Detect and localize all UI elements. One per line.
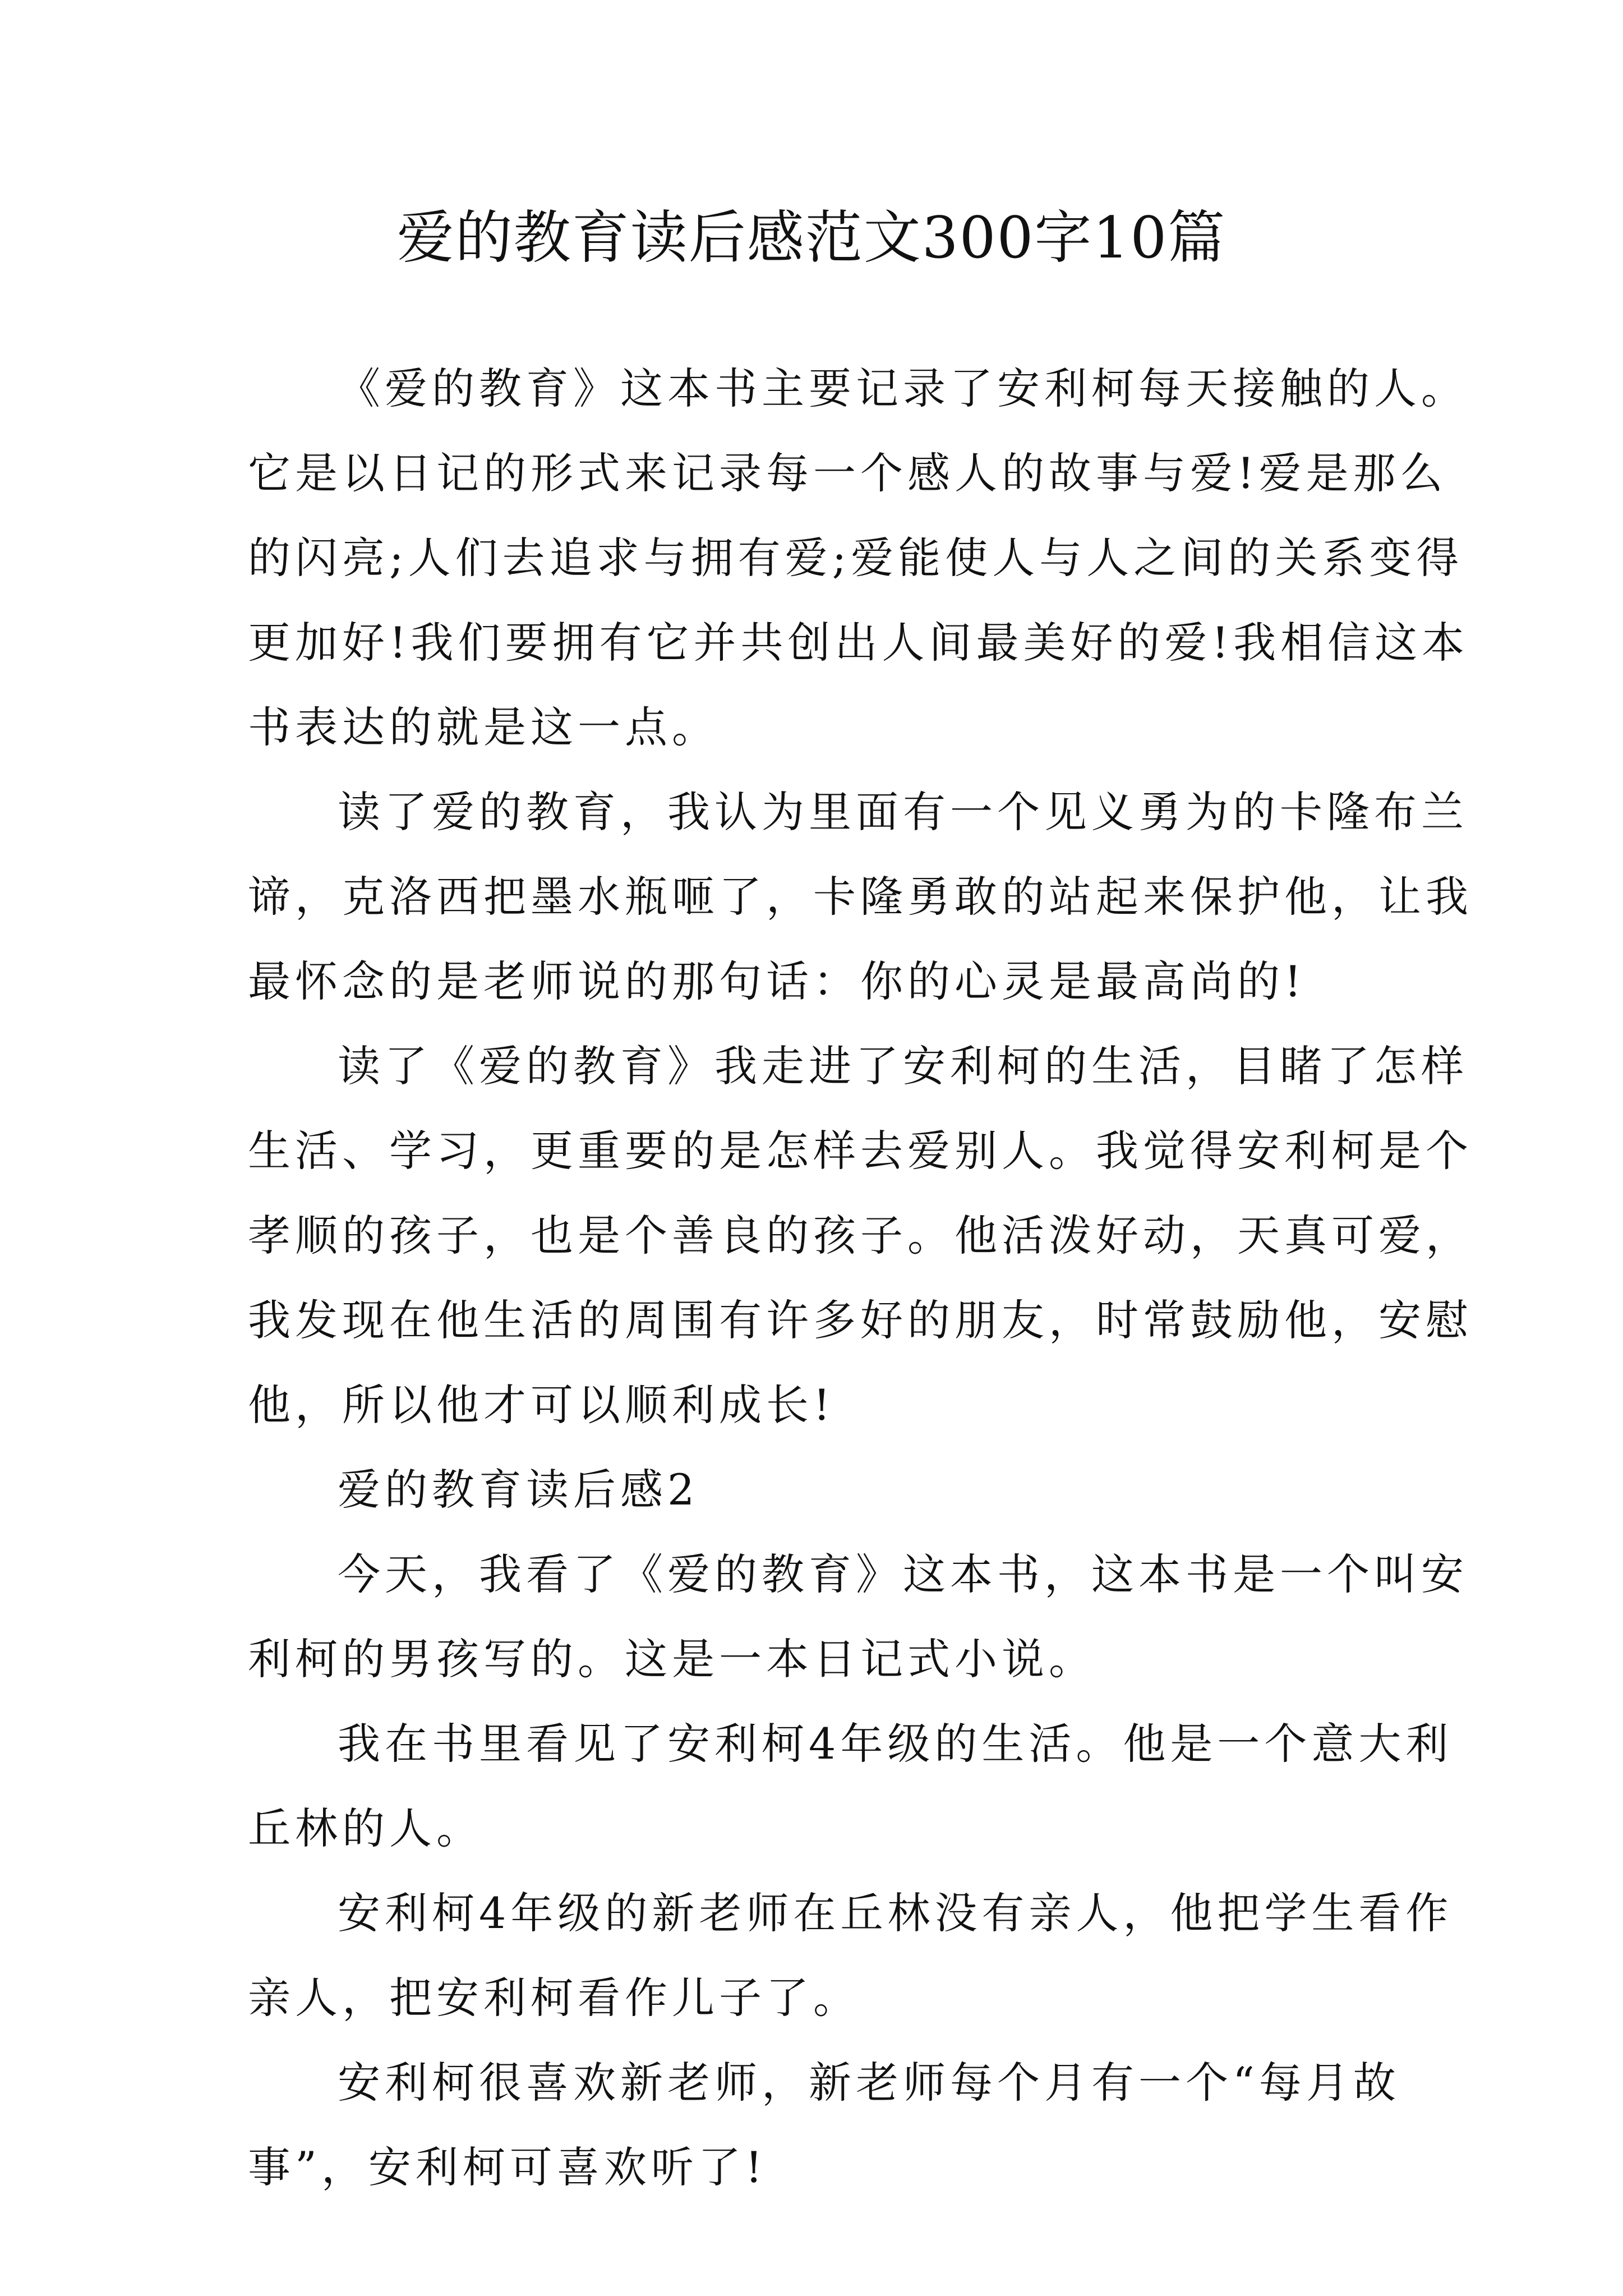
text-line: 生活、学习，更重要的是怎样去爱别人。我觉得安利柯是个 [248, 1126, 1473, 1176]
paragraph [248, 1532, 1468, 1701]
text-line: 亲人，把安利柯看作儿子了。 [248, 1973, 860, 2023]
text-line: 我发现在他生活的周围有许多好的朋友，时常鼓励他，安慰 [248, 1295, 1473, 1345]
text-line: 爱的教育读后感2 [338, 1465, 699, 1515]
text-line: 事”，安利柯可喜欢听了! [248, 2142, 767, 2192]
paragraph [248, 1871, 1453, 2040]
text-line: 他，所以他才可以顺利成长! [248, 1380, 835, 1430]
document-body [248, 346, 1473, 2210]
text-line: 书表达的就是这一点。 [248, 702, 719, 752]
text-line: 《爱的教育》这本书主要记录了安利柯每天接触的人。 [338, 364, 1468, 413]
section-heading [248, 1447, 1403, 1532]
text-line: 更加好!我们要拥有它并共创出人间最美好的爱!我相信这本 [248, 618, 1469, 668]
paragraph [248, 1024, 1473, 1447]
text-line: 丘林的人。 [248, 1803, 483, 1853]
text-line: 利柯的男孩写的。这是一本日记式小说。 [248, 1634, 1096, 1684]
text-line: 我在书里看见了安利柯4年级的生活。他是一个意大利 [338, 1719, 1453, 1769]
text-line: 孝顺的孩子，也是个善良的孩子。他活泼好动，天真可爱， [248, 1211, 1473, 1260]
text-line: 今天，我看了《爱的教育》这本书，这本书是一个叫安 [338, 1549, 1468, 1599]
text-line: 读了爱的教育，我认为里面有一个见义勇为的卡隆布兰 [338, 787, 1468, 837]
document-title: 爱的教育读后感范文300字10篇 [396, 205, 1227, 272]
text-line: 最怀念的是老师说的那句话：你的心灵是最高尚的! [248, 956, 1306, 1006]
paragraph [248, 1701, 1453, 1871]
text-line: 读了《爱的教育》我走进了安利柯的生活，目睹了怎样 [338, 1041, 1468, 1091]
text-line: 谛，克洛西把墨水瓶咂了，卡隆勇敢的站起来保护他，让我 [248, 872, 1473, 922]
paragraph [248, 770, 1473, 1024]
text-line: 安利柯4年级的新老师在丘林没有亲人，他把学生看作 [338, 1888, 1453, 1938]
text-line: 安利柯很喜欢新老师，新老师每个月有一个“每月故 [338, 2058, 1400, 2108]
paragraph [248, 346, 1469, 770]
text-line: 的闪亮;人们去追求与拥有爱;爱能使人与人之间的关系变得 [248, 533, 1464, 583]
paragraph [248, 2040, 1403, 2210]
text-line: 它是以日记的形式来记录每一个感人的故事与爱!爱是那么 [248, 448, 1447, 498]
